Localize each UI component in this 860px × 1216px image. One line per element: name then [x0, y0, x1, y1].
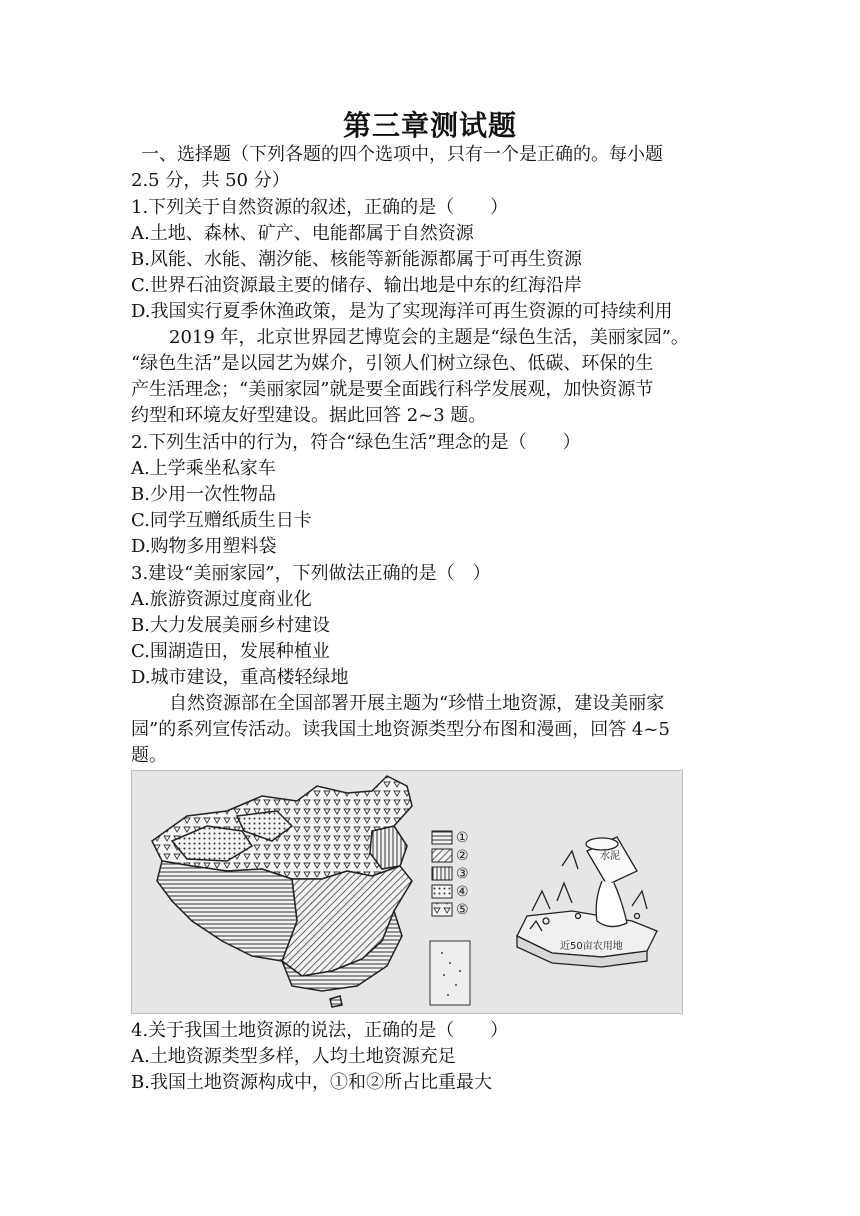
passage-1-line2: “绿色生活”是以园艺为媒介，引领人们树立绿色、低碳、环保的生: [131, 353, 654, 374]
question-2-option-c: C.同学互赠纸质生日卡: [131, 510, 312, 531]
passage-2-line3: 题。: [131, 745, 167, 766]
passage-1-line4: 约型和环境友好型建设。据此回答 2~3 题。: [131, 405, 487, 426]
passage-2-line2: 园”的系列宣传活动。读我国土地资源类型分布图和漫画，回答 4~5: [131, 719, 670, 740]
question-1-stem: 1.下列关于自然资源的叙述，正确的是（ ）: [131, 197, 509, 218]
legend-swatch-3: [432, 867, 452, 880]
question-3-option-c: C.围湖造田，发展种植业: [131, 641, 330, 662]
page-title: 第三章测试题: [342, 109, 517, 142]
question-4-option-b: B.我国土地资源构成中，①和②所占比重最大: [131, 1072, 492, 1093]
legend-swatch-5: [432, 903, 452, 916]
legend-label-2: ②: [456, 848, 469, 864]
figure-drawing: [132, 771, 682, 1013]
legend-swatch-1: [432, 831, 452, 844]
land-resource-figure: [131, 770, 683, 1014]
cartoon-land-label: 近50亩农用地: [560, 941, 623, 952]
question-1-option-c: C.世界石油资源最主要的储存、输出地是中东的红海沿岸: [131, 275, 582, 296]
question-4-option-a: A.土地资源类型多样，人均土地资源充足: [131, 1046, 456, 1067]
legend-swatch-4: [432, 885, 452, 898]
question-2-option-d: D.购物多用塑料袋: [131, 536, 277, 557]
question-1-option-d: D.我国实行夏季休渔政策，是为了实现海洋可再生资源的可持续利用: [131, 301, 673, 322]
legend-label-4: ④: [456, 884, 469, 900]
legend-label-1: ①: [456, 830, 469, 846]
question-1-option-b: B.风能、水能、潮汐能、核能等新能源都属于可再生资源: [131, 249, 582, 270]
question-2-stem: 2.下列生活中的行为，符合“绿色生活”理念的是（ ）: [131, 432, 581, 453]
question-3-stem: 3.建设“美丽家园”，下列做法正确的是（ ）: [131, 563, 491, 584]
legend-swatch-2: [432, 849, 452, 862]
legend-label-3: ③: [456, 866, 469, 882]
question-2-option-b: B.少用一次性物品: [131, 484, 276, 505]
cartoon-bucket-label: 水泥: [600, 851, 620, 862]
passage-1-line1: 2019 年，北京世界园艺博览会的主题是“绿色生活，美丽家园”。: [169, 327, 689, 348]
question-1-option-a: A.土地、森林、矿产、电能都属于自然资源: [131, 223, 474, 244]
question-4-stem: 4.关于我国土地资源的说法，正确的是（ ）: [131, 1020, 509, 1041]
question-2-option-a: A.上学乘坐私家车: [131, 458, 276, 479]
legend-label-5: ⑤: [456, 902, 469, 918]
china-map: [152, 776, 412, 1007]
section-heading-line2: 2.5 分，共 50 分）: [131, 170, 290, 191]
question-3-option-a: A.旅游资源过度商业化: [131, 589, 312, 610]
map-legend: [432, 830, 469, 918]
question-3-option-b: B.大力发展美丽乡村建设: [131, 615, 330, 636]
south-china-sea-inset: [430, 941, 470, 1005]
question-3-option-d: D.城市建设，重高楼轻绿地: [131, 667, 349, 688]
section-heading-line1: 一、选择题（下列各题的四个选项中，只有一个是正确的。每小题: [141, 144, 663, 165]
passage-1-line3: 产生活理念；“美丽家园”就是要全面践行科学发展观，加快资源节: [131, 379, 654, 400]
passage-2-line1: 自然资源部在全国部署开展主题为“珍惜土地资源，建设美丽家: [169, 693, 665, 714]
